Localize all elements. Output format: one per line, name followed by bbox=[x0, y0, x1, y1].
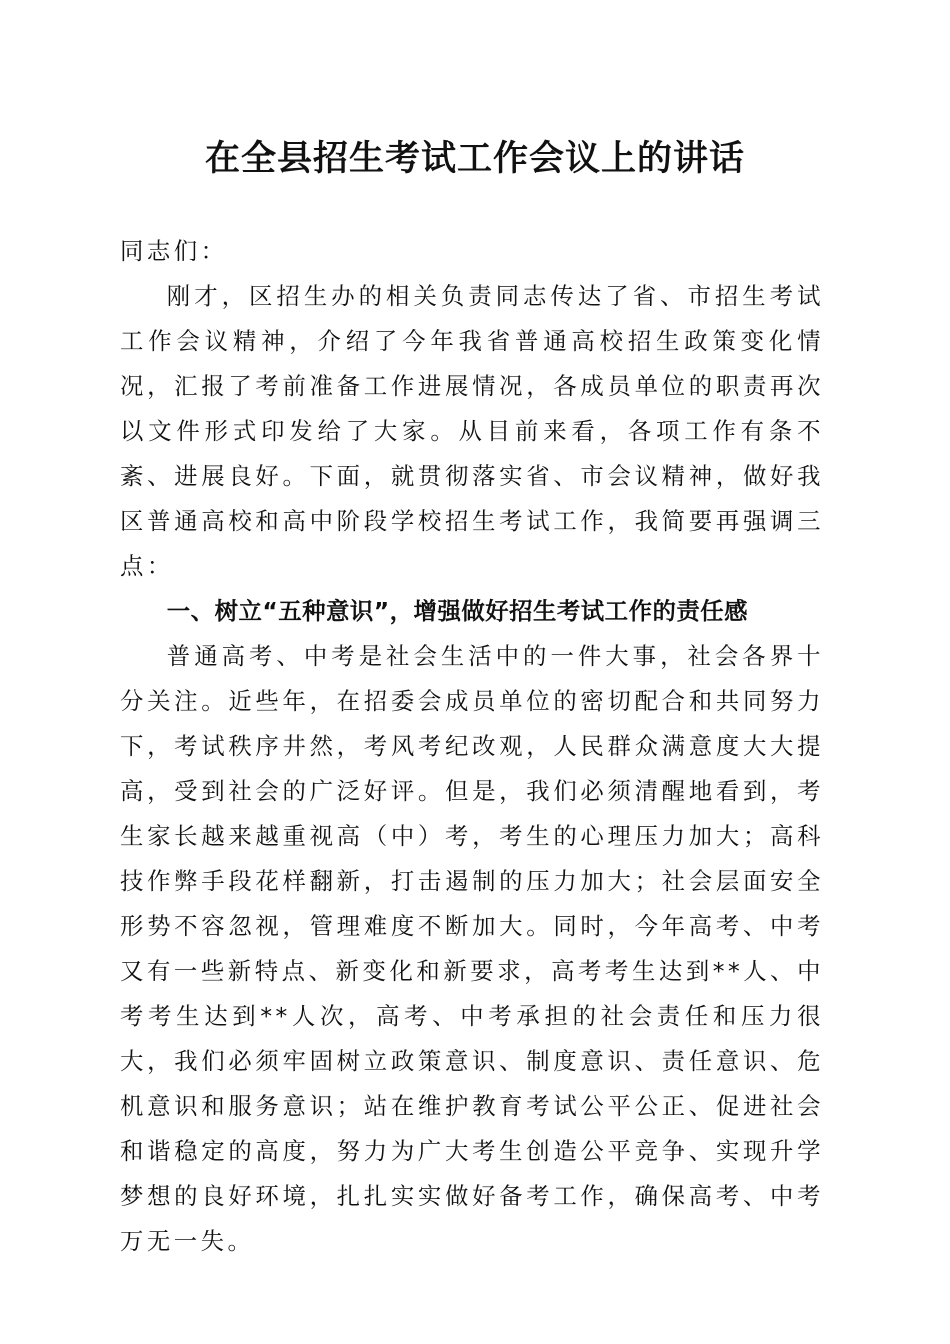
section-heading-1: 一、树立“五种意识”，增强做好招生考试工作的责任感 bbox=[166, 597, 749, 625]
paragraph-section-1: 普通高考、中考是社会生活中的一件大事，社会各界十分关注。近些年，在招委会成员单位的密切配合和共同努力下，考试秩序井然，考风考纪改观，人民群众满意度大大提高，受到社会的广泛好评。但是，我们必须清醒地看到，考生家长越来越重视高（中）考，考生的心理压力加大；高科技作弊手段花样翻新，打击遏制的压力加大；社会层面安全形势不容忽视，管理难度不断加大。同时，今年高考、中考又有一些新特点、新变化和新要求，高考考生达到**人、中考考生达到**人次，高考、中考承担的社会责任和压力很大，我们必须牢固树立政策意识、制度意识、责任意识、危机意识和服务意识；站在维护教育考试公平公正、促进社会和谐稳定的高度，努力为广大考生创造公平竞争、实现升学梦想的良好环境，扎扎实实做好备考工作，确保高考、中考万无一失。 bbox=[120, 642, 824, 1255]
document-body bbox=[120, 229, 824, 1264]
document-title: 在全县招生考试工作会议上的讲话 bbox=[204, 138, 745, 179]
salutation: 同志们： bbox=[120, 237, 228, 265]
paragraph-intro: 刚才，区招生办的相关负责同志传达了省、市招生考试工作会议精神，介绍了今年我省普通高校招生政策变化情况，汇报了考前准备工作进展情况，各成员单位的职责再次以文件形式印发给了大家。从目前来看，各项工作有条不紊、进展良好。下面，就贯彻落实省、市会议精神，做好我区普通高校和高中阶段学校招生考试工作，我简要再强调三点： bbox=[120, 282, 824, 580]
